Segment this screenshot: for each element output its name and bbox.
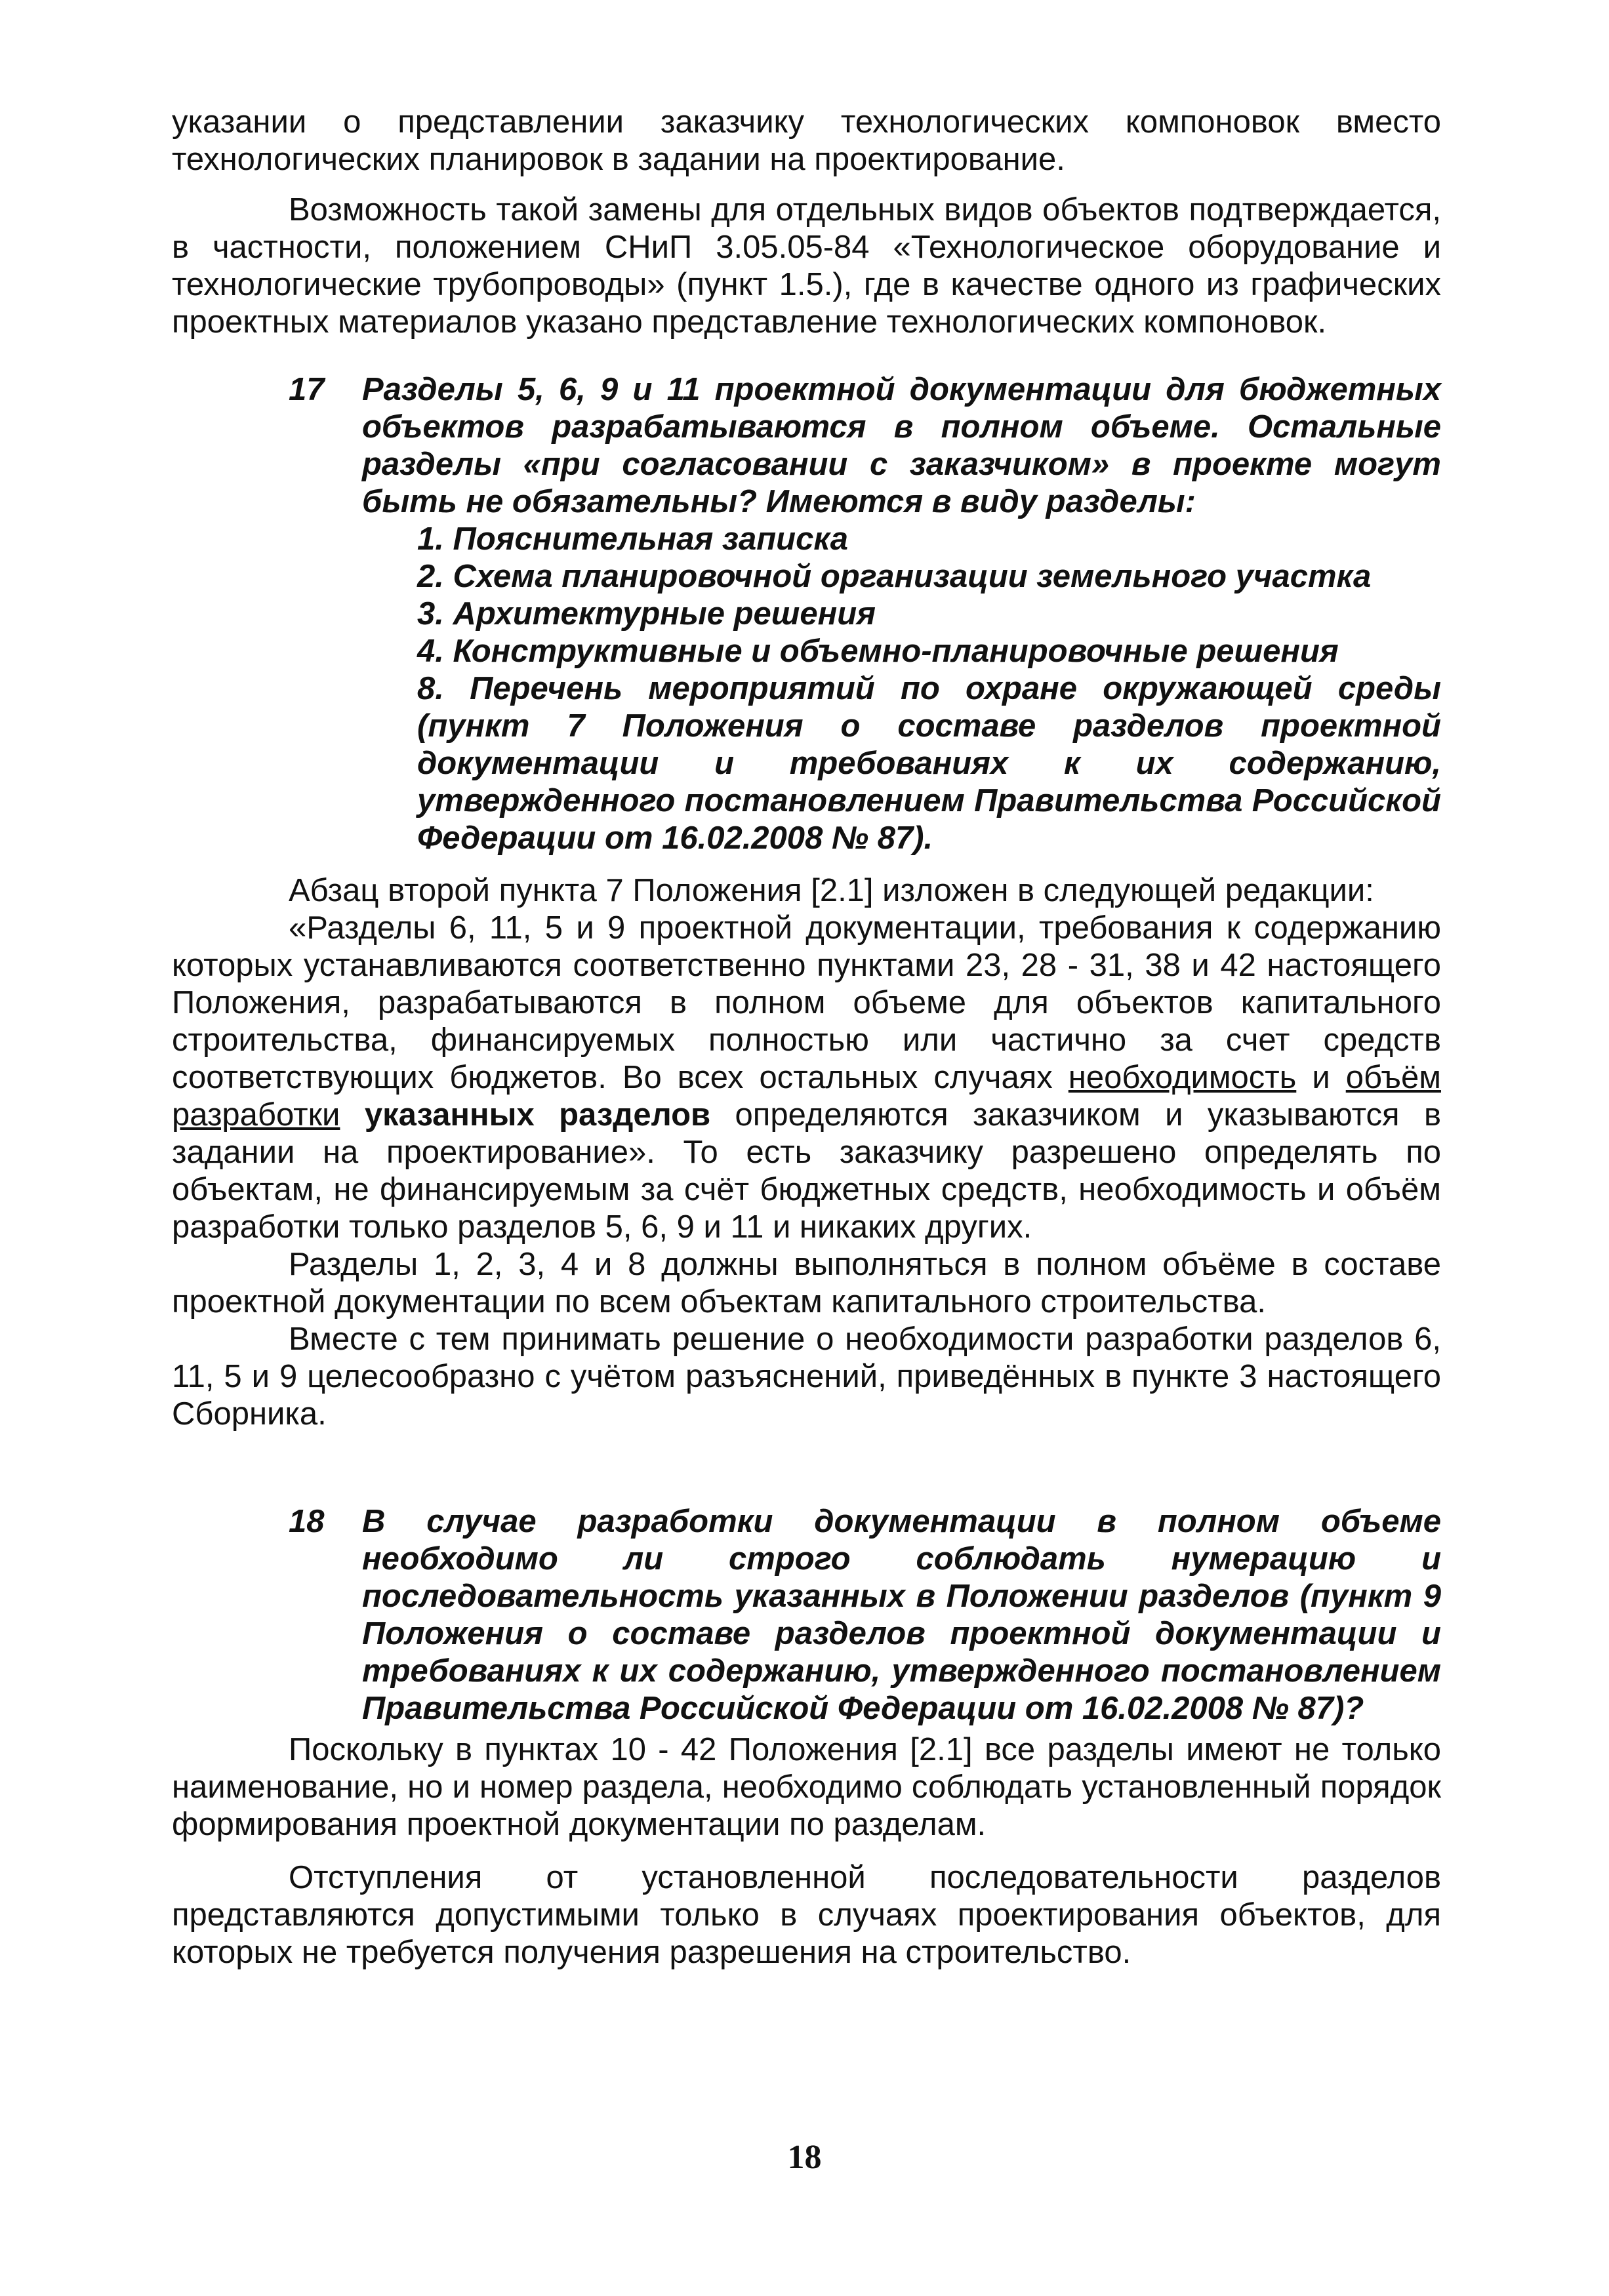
question-17-number: 17	[289, 372, 325, 407]
answer-17-paragraph-2	[172, 910, 1441, 1246]
intro-paragraph-2: Возможность такой замены для отдельных видов объектов подтверждается, в частности, положением СНиП 3.05.05-84 «Технологическое оборудование и технологические трубопроводы» (пункт 1.5.), где в качестве одного из графических проектных материалов указано представление технологических компоновок.	[172, 192, 1441, 340]
question-17	[172, 371, 1441, 857]
page-number: 18	[787, 2139, 822, 2176]
intro-paragraph-1: указании о представлении заказчику технологических компоновок вместо технологических планировок в задании на проектирование.	[172, 104, 1441, 177]
answer-17-paragraph-4: Вместе с тем принимать решение о необходимости разработки разделов 6, 11, 5 и 9 целесообразно с учётом разъяснений, приведённых в пункте 3 настоящего Сборника.	[172, 1321, 1441, 1432]
answer-17-text-part: и	[1296, 1060, 1346, 1095]
answer-18-paragraph-2: Отступления от установленной последовательности разделов представляются допустимыми только в случаях проектирования объектов, для которых не требуется получения разрешения на строительство.	[172, 1860, 1441, 1970]
answer-17-paragraph-1: Абзац второй пункта 7 Положения [2.1] изложен в следующей редакции:	[289, 873, 1374, 908]
intro-section	[172, 191, 1441, 341]
question-18	[172, 1503, 1441, 1727]
underlined-text: необходимость	[1068, 1060, 1297, 1095]
list-item: 4. Конструктивные и объемно-планировочные решения	[417, 634, 1339, 669]
list-item: 1. Пояснительная записка	[417, 521, 849, 557]
answer-17-paragraph-3: Разделы 1, 2, 3, 4 и 8 должны выполняться в полном объёме в составе проектной документации по всем объектам капитального строительства.	[172, 1247, 1441, 1319]
answer-17-text-part: «Разделы 6, 11, 5 и 9 проектной документации, требования к содержанию которых устанавливаются соответственно пунктами 23, 28 - 31, 38 и 42 настоящего Положения, разрабатываются в полном объеме для объектов капитального строительства, финансируемых полностью или частично за счет средств соответствующих бюджетов. Во всех остальных случаях	[172, 910, 1441, 1095]
question-18-text: В случае разработки документации в полном объеме необходимо ли строго соблюдать нумерацию и последовательность указанных в Положении разделов (пункт 9 Положения о составе разделов проектной документации и требованиях к их содержанию, утвержденного постановлением Правительства Российской Федерации от 16.02.2008 № 87)?	[362, 1504, 1441, 1726]
question-17-list	[417, 521, 1441, 857]
answer-18	[172, 1731, 1441, 1971]
list-item: 8. Перечень мероприятий по охране окружающей среды (пункт 7 Положения о составе разделов проектной документации и требованиях к их содержанию, утвержденного постановлением Правительства Российской Федерации от 16.02.2008 № 87).	[417, 671, 1441, 856]
list-item: 3. Архитектурные решения	[417, 596, 876, 632]
question-17-text: Разделы 5, 6, 9 и 11 проектной документации для бюджетных объектов разрабатываются в полном объеме. Остальные разделы «при согласовании с заказчиком» в проекте могут быть не обязательны? Имеются в виду разделы:	[362, 372, 1441, 519]
question-18-number: 18	[289, 1504, 325, 1539]
list-item: 2. Схема планировочной организации земельного участка	[417, 559, 1372, 594]
answer-17-text-part	[340, 1097, 364, 1133]
answer-17-text-part: определяются заказчиком и указываются в задании на проектирование». То есть заказчику разрешено определять по объектам, не финансируемым за счёт бюджетных средств, необходимость и объём разработки только разделов 5, 6, 9 и 11 и никаких других.	[172, 1097, 1441, 1245]
intro-continuation	[172, 104, 1441, 178]
bold-text: указанных разделов	[364, 1097, 711, 1133]
answer-18-paragraph-1: Поскольку в пунктах 10 - 42 Положения [2.1] все разделы имеют не только наименование, но и номер раздела, необходимо соблюдать установленный порядок формирования проектной документации по разделам.	[172, 1732, 1441, 1842]
answer-17	[172, 872, 1441, 1433]
underlined-text: объём разработки	[172, 1060, 1441, 1133]
